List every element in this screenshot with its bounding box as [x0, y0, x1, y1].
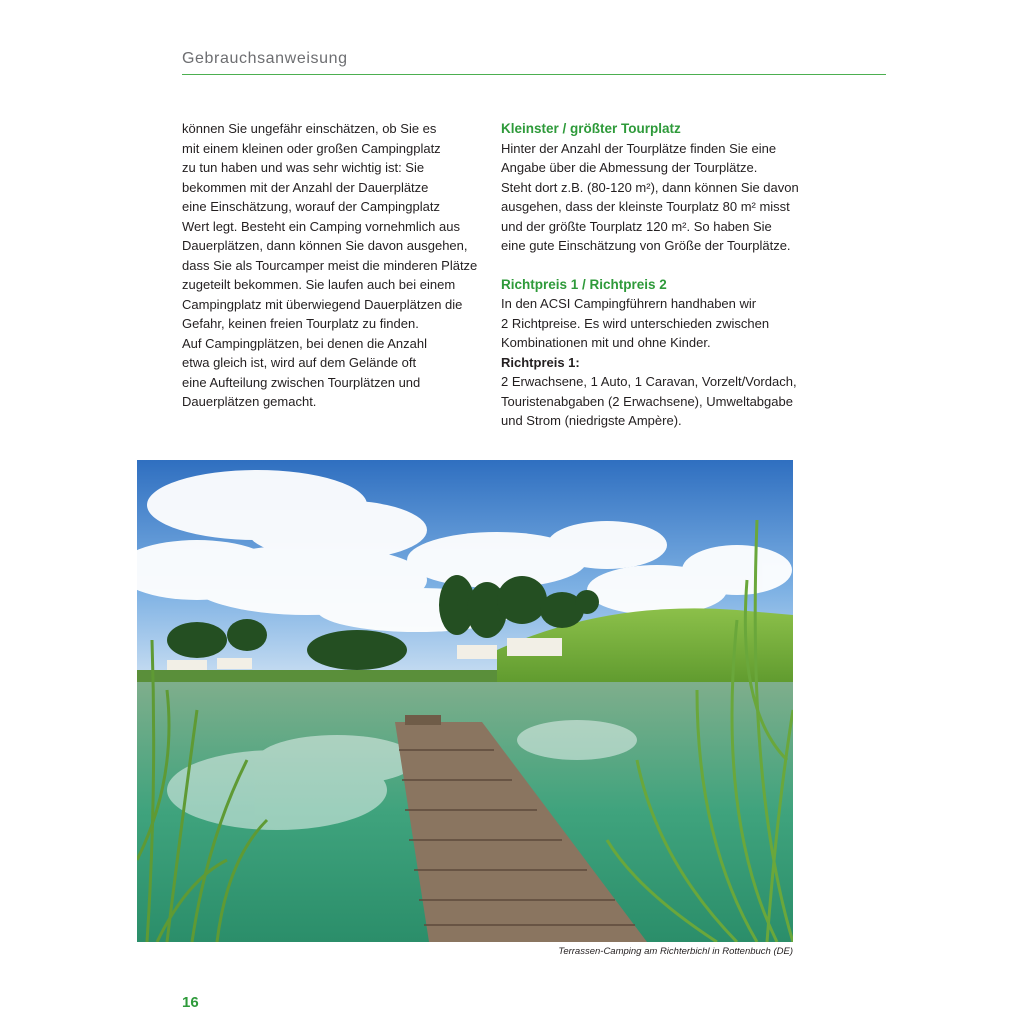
text-line: etwa gleich ist, wird auf dem Gelände oft: [182, 355, 417, 370]
text-line: Gefahr, keinen freien Tourplatz zu finden.: [182, 316, 419, 331]
text-line: Auf Campingplätzen, bei denen die Anzahl: [182, 335, 428, 351]
text-line: Steht dort z.B. (80-120 m²), dann können Sie davon: [501, 179, 799, 195]
tourplatz-paragraph: [501, 139, 801, 256]
text-line: 2 Richtpreise. Es wird unterschieden zwischen: [501, 315, 770, 331]
left-paragraph: [182, 119, 482, 412]
text-line: zugeteilt bekommen. Sie laufen auch bei einem: [182, 277, 456, 292]
photo-caption: Terrassen-Camping am Richterbichl in Rottenbuch (DE): [558, 946, 793, 957]
text-line: eine Einschätzung, worauf der Campingplatz: [182, 199, 440, 214]
text-line: Touristenabgaben (2 Erwachsene), Umweltabgabe: [501, 393, 793, 409]
photo-illustration: [137, 460, 793, 942]
running-header-title: Gebrauchsanweisung: [182, 50, 348, 67]
text-line: bekommen mit der Anzahl der Dauerplätze: [182, 179, 429, 195]
text-line: Campingplatz mit überwiegend Dauerplätzen die: [182, 296, 463, 312]
left-text-column: [182, 119, 482, 412]
text-line: In den ACSI Campingführern handhaben wir: [501, 296, 757, 311]
text-line: 2 Erwachsene, 1 Auto, 1 Caravan, Vorzelt/Vordach,: [501, 374, 797, 389]
text-line: Dauerplätzen, dann können Sie davon ausgehen,: [182, 238, 468, 253]
text-line: und Strom (niedrigste Ampère).: [501, 413, 682, 428]
section-heading-richtpreis: Richtpreis 1 / Richtpreis 2: [501, 276, 667, 292]
text-line: Angabe über die Abmessung der Tourplätze.: [501, 160, 758, 175]
richtpreis-paragraph: [501, 294, 801, 431]
campsite-lake-photo: [137, 460, 793, 942]
right-text-column: [501, 119, 801, 431]
text-line: Dauerplätzen gemacht.: [182, 394, 317, 409]
section-heading-tourplatz: Kleinster / größter Tourplatz: [501, 121, 681, 136]
jetty-end-bench: [405, 715, 441, 725]
text-line: ausgehen, dass der kleinste Tourplatz 80 m² misst: [501, 199, 790, 214]
text-line: Wert legt. Besteht ein Camping vornehmlich aus: [182, 218, 460, 234]
text-line: können Sie ungefähr einschätzen, ob Sie es: [182, 121, 437, 136]
text-line: mit einem kleinen oder großen Campingplatz: [182, 140, 441, 156]
text-line: eine gute Einschätzung von Größe der Tourplätze.: [501, 238, 791, 253]
text-line: eine Aufteilung zwischen Tourplätzen und: [182, 374, 421, 390]
text-line: und der größte Tourplatz 120 m². So haben Sie: [501, 218, 772, 234]
text-line: Hinter der Anzahl der Tourplätze finden Sie eine: [501, 140, 777, 156]
text-line: zu tun haben und was sehr wichtig ist: Sie: [182, 160, 425, 175]
paragraph-gap: [501, 256, 801, 275]
richtpreis-1-subheading: Richtpreis 1:: [501, 354, 580, 370]
header-divider: [182, 74, 886, 75]
page-number: 16: [182, 994, 199, 1011]
text-line: dass Sie als Tourcamper meist die minderen Plätze: [182, 257, 478, 273]
text-line: Kombinationen mit und ohne Kinder.: [501, 335, 711, 350]
